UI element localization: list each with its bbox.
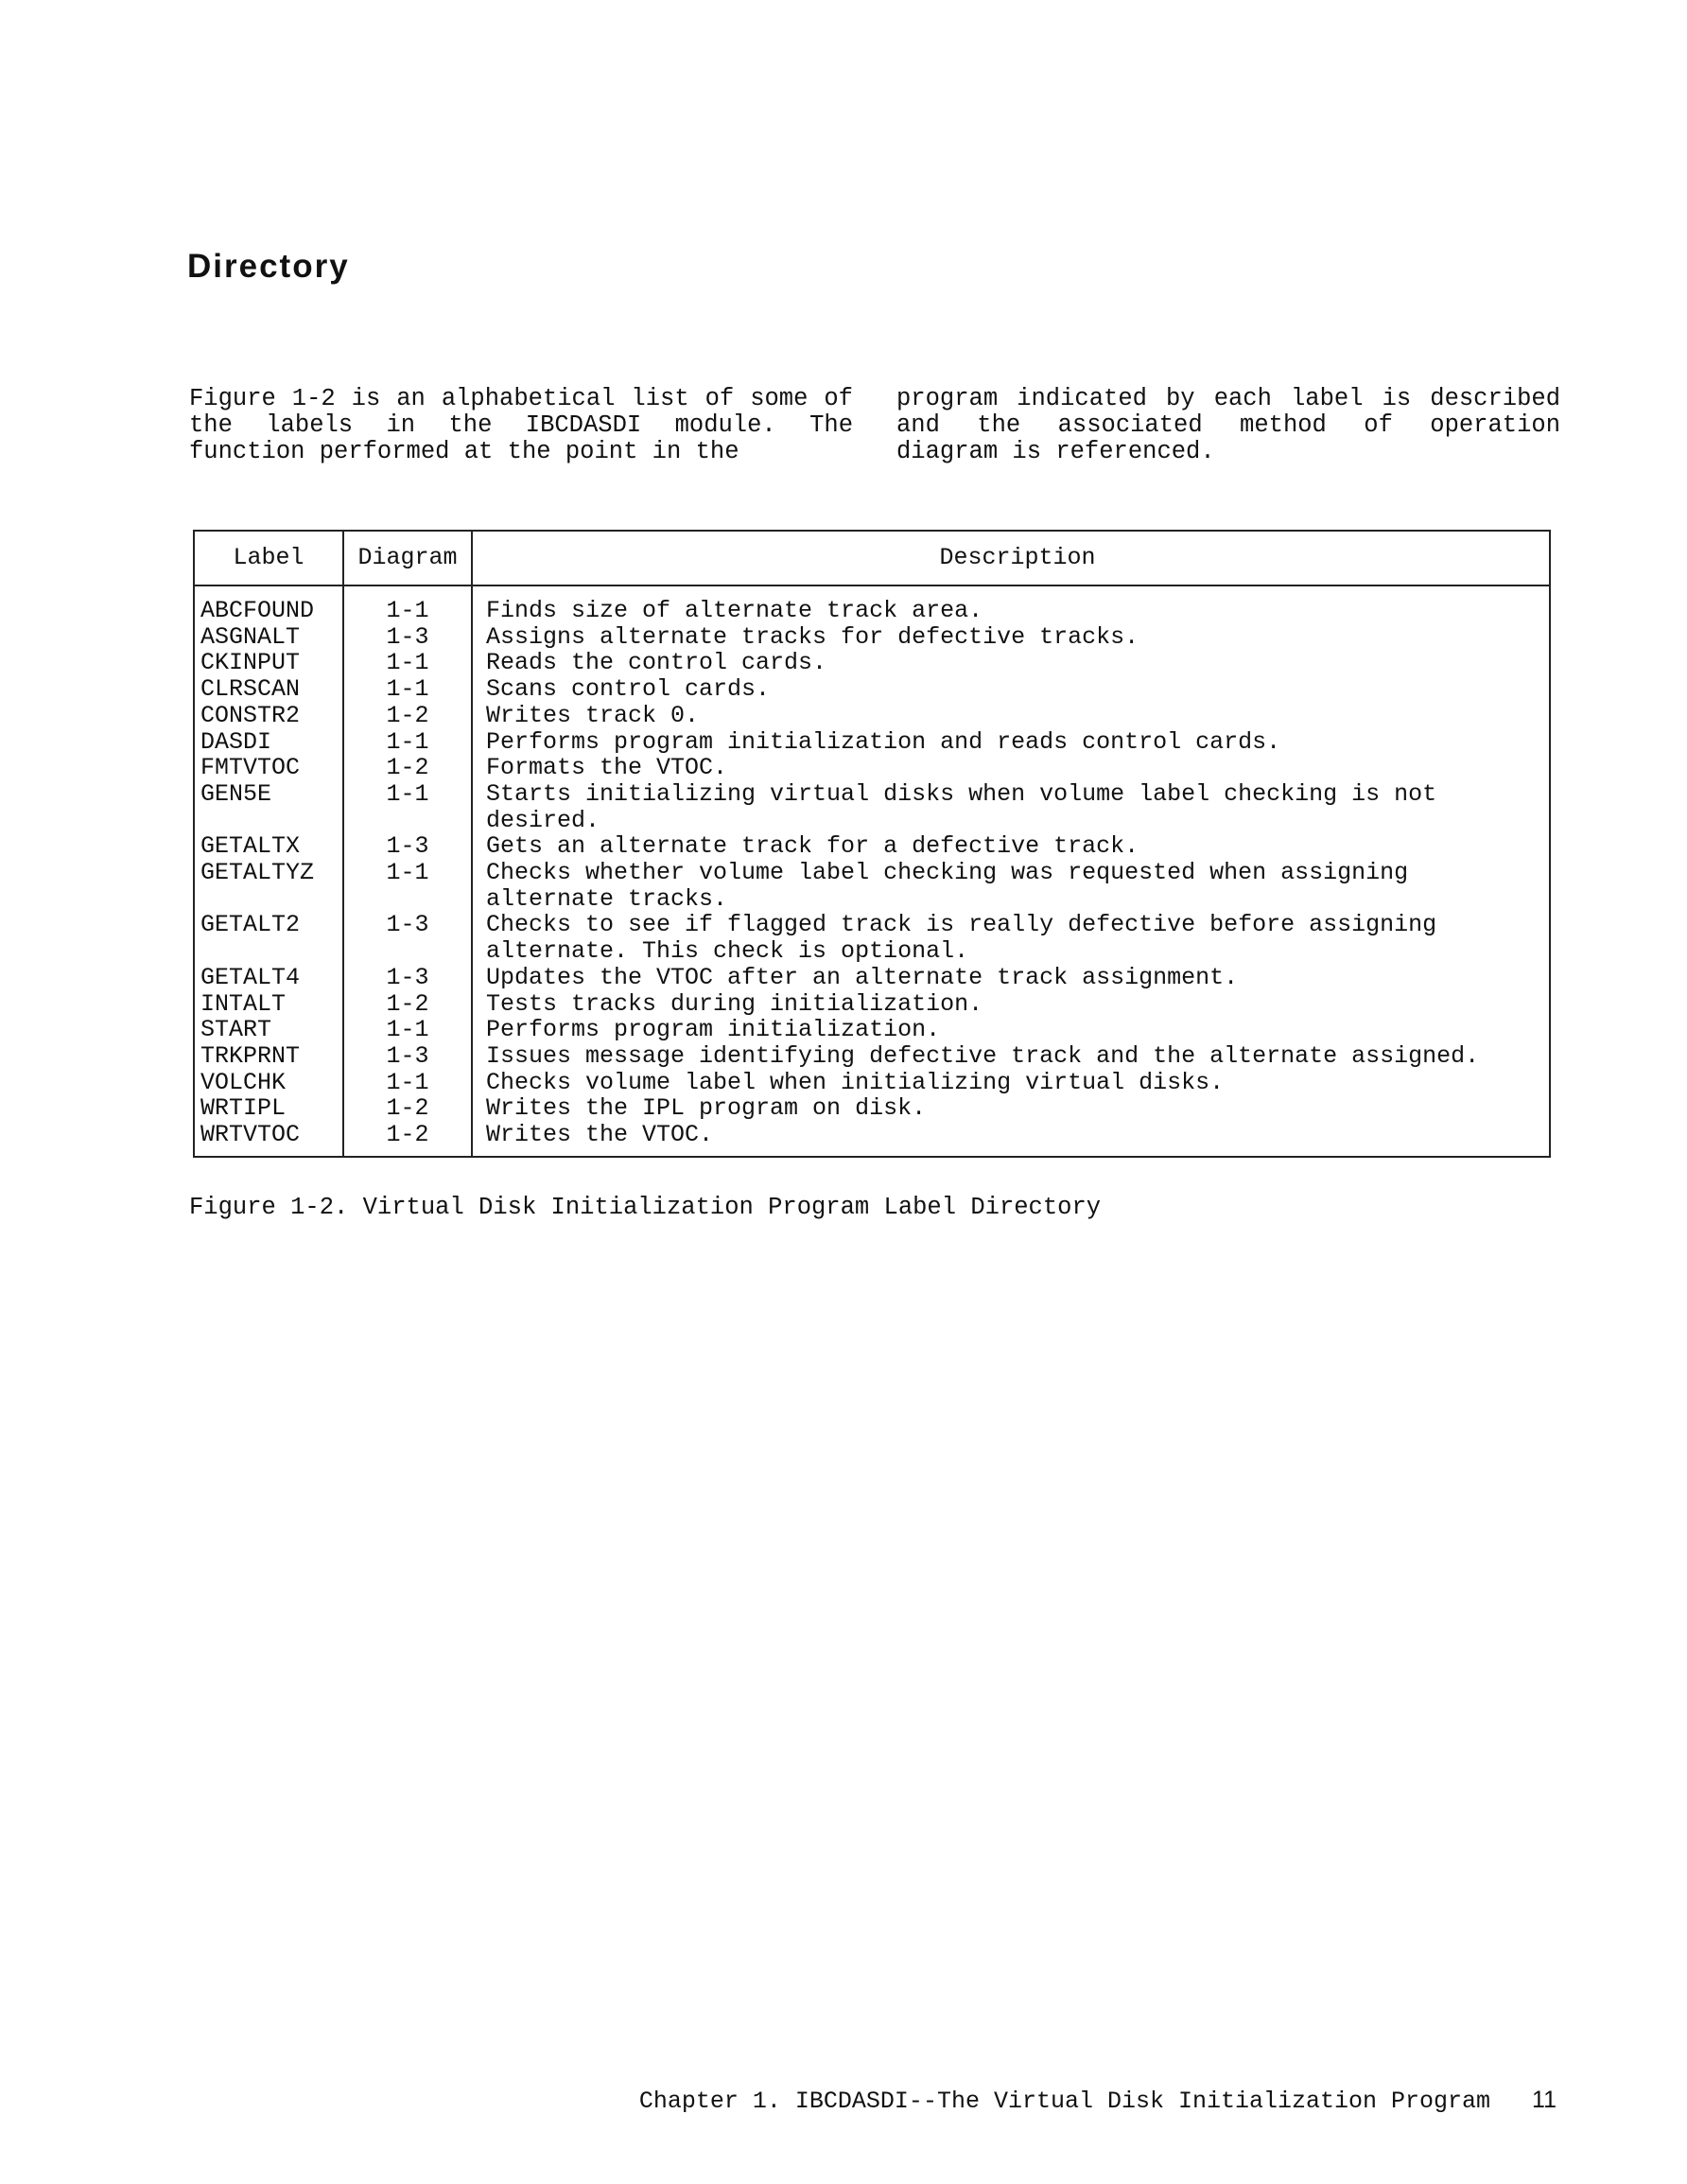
intro-paragraph-left — [189, 386, 853, 465]
row-label: WRTVTOC — [194, 1122, 343, 1157]
row-description: Performs program initialization. — [486, 1016, 941, 1044]
table-row — [194, 624, 1550, 651]
row-diagram: 1-1 — [343, 1070, 472, 1096]
table-row — [194, 912, 1550, 964]
row-label: CKINPUT — [194, 650, 343, 676]
row-description: Updates the VTOC after an alternate track assignment. — [486, 963, 1239, 991]
page-title: Directory — [187, 248, 350, 285]
row-label: TRKPRNT — [194, 1043, 343, 1070]
row-diagram: 1-1 — [343, 585, 472, 624]
header-diagram: Diagram — [343, 531, 472, 585]
table-header-row — [194, 531, 1550, 585]
row-label: CLRSCAN — [194, 676, 343, 703]
row-label: ASGNALT — [194, 624, 343, 651]
row-diagram: 1-2 — [343, 703, 472, 729]
row-diagram: 1-3 — [343, 965, 472, 991]
table-row — [194, 991, 1550, 1018]
page-number: 11 — [1532, 2087, 1557, 2113]
table-row — [194, 1095, 1550, 1122]
row-description: Starts initializing virtual disks when volume label checking is not desired. — [486, 779, 1437, 834]
row-description: Formats the VTOC. — [486, 754, 728, 782]
row-description: Assigns alternate tracks for defective tracks. — [486, 622, 1139, 651]
row-label: INTALT — [194, 991, 343, 1018]
row-label: VOLCHK — [194, 1070, 343, 1096]
label-directory-table — [193, 530, 1551, 1158]
row-label: GETALTX — [194, 833, 343, 860]
row-diagram: 1-2 — [343, 991, 472, 1018]
header-label: Label — [194, 531, 343, 585]
table-row — [194, 729, 1550, 756]
intro-text-right: program indicated by each label is described and the associated method of operation diagram is referenced. — [896, 385, 1560, 465]
row-label: GETALT2 — [194, 912, 343, 964]
row-label: DASDI — [194, 729, 343, 756]
table-row — [194, 585, 1550, 624]
row-description: Issues message identifying defective track and the alternate assigned. — [486, 1041, 1480, 1070]
table-row — [194, 833, 1550, 860]
row-label: START — [194, 1017, 343, 1043]
intro-text-left: Figure 1-2 is an alphabetical list of some of the labels in the IBCDASDI module. The function performed at the point in the — [189, 385, 853, 465]
row-label: ABCFOUND — [194, 585, 343, 624]
row-description: Writes the IPL program on disk. — [486, 1094, 927, 1123]
row-diagram: 1-3 — [343, 1043, 472, 1070]
table-row — [194, 676, 1550, 703]
row-diagram: 1-1 — [343, 676, 472, 703]
intro-paragraph-right — [896, 386, 1560, 465]
row-description: Checks to see if flagged track is really defective before assigning alternate. This check is optional. — [486, 911, 1437, 966]
row-label: GETALTYZ — [194, 860, 343, 912]
row-description: Checks whether volume label checking was requested when assigning alternate tracks. — [486, 859, 1409, 913]
row-diagram: 1-2 — [343, 755, 472, 781]
row-diagram: 1-3 — [343, 912, 472, 964]
table-body — [194, 585, 1550, 1157]
row-diagram: 1-1 — [343, 650, 472, 676]
row-diagram: 1-1 — [343, 781, 472, 833]
table-row — [194, 860, 1550, 912]
footer-chapter: Chapter 1. IBCDASDI--The Virtual Disk Initialization Program — [638, 2088, 1491, 2115]
table-row — [194, 1043, 1550, 1070]
table-row — [194, 965, 1550, 991]
row-diagram: 1-1 — [343, 1017, 472, 1043]
table-row — [194, 755, 1550, 781]
row-description: Writes the VTOC. — [486, 1121, 714, 1149]
row-diagram: 1-1 — [343, 729, 472, 756]
page-footer — [639, 2087, 1557, 2115]
row-label: CONSTR2 — [194, 703, 343, 729]
row-description: Checks volume label when initializing virtual disks. — [486, 1068, 1225, 1096]
header-description: Description — [472, 531, 1550, 585]
row-label: WRTIPL — [194, 1095, 343, 1122]
row-description: Scans control cards. — [486, 675, 771, 704]
figure-caption: Figure 1-2. Virtual Disk Initialization Program Label Directory — [189, 1194, 1102, 1221]
row-diagram: 1-2 — [343, 1095, 472, 1122]
row-label: GEN5E — [194, 781, 343, 833]
row-description: Performs program initialization and reads control cards. — [486, 727, 1281, 756]
table-row — [194, 1017, 1550, 1043]
row-label: FMTVTOC — [194, 755, 343, 781]
table-row — [194, 650, 1550, 676]
row-description: Gets an alternate track for a defective track. — [486, 832, 1139, 861]
table-row — [194, 1122, 1550, 1157]
table-row — [194, 1070, 1550, 1096]
table-row — [194, 781, 1550, 833]
row-diagram: 1-2 — [343, 1122, 472, 1157]
row-diagram: 1-3 — [343, 833, 472, 860]
row-description: Writes track 0. — [486, 701, 700, 729]
row-diagram: 1-3 — [343, 624, 472, 651]
row-description: Reads the control cards. — [486, 649, 827, 677]
row-label: GETALT4 — [194, 965, 343, 991]
row-description: Tests tracks during initialization. — [486, 989, 983, 1018]
table-row — [194, 703, 1550, 729]
row-description: Finds size of alternate track area. — [486, 597, 983, 624]
row-diagram: 1-1 — [343, 860, 472, 912]
